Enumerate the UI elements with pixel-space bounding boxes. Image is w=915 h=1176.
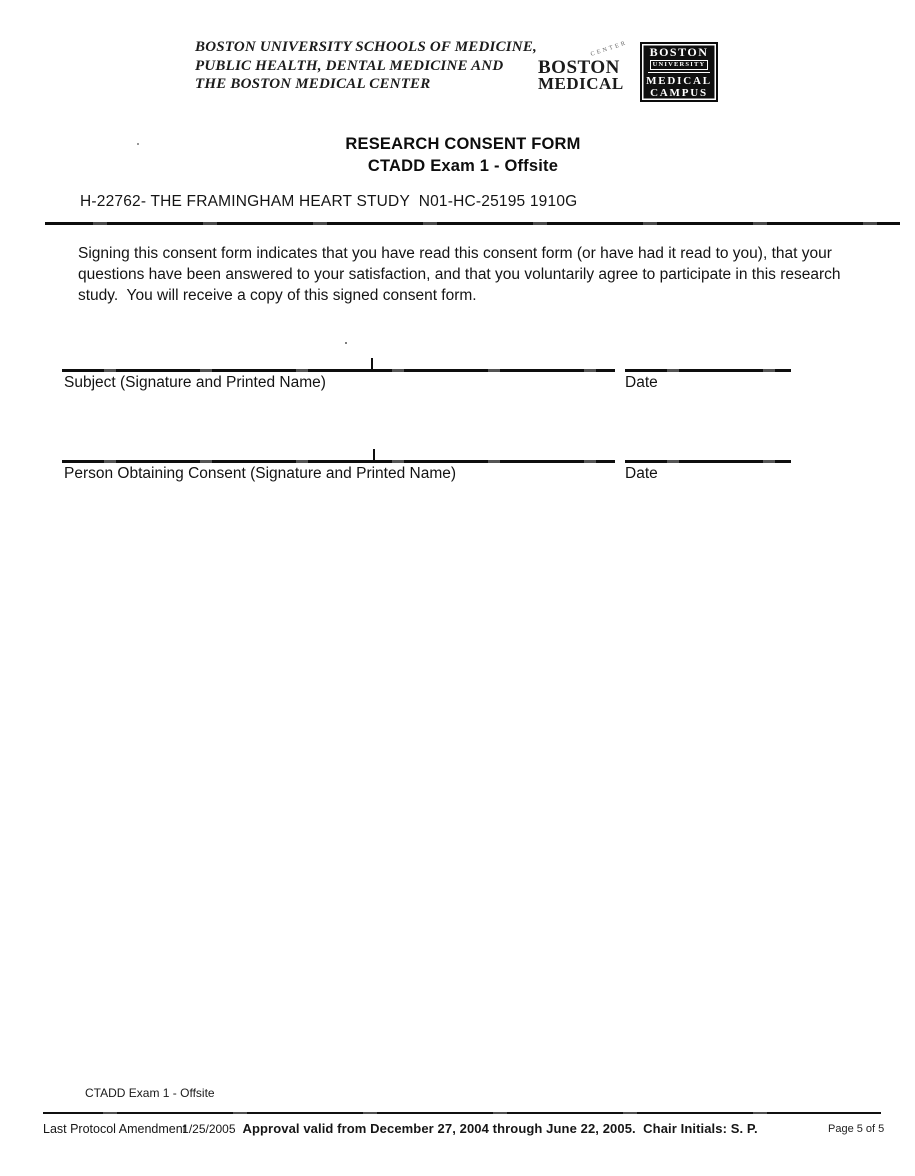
form-subtitle: CTADD Exam 1 - Offsite	[367, 157, 559, 175]
boston-medical-logo-line2: MEDICAL	[538, 74, 624, 93]
footer-divider-rule	[43, 1112, 881, 1114]
subject-date-line	[625, 369, 791, 372]
footer-amendment-label: Last Protocol Amendment	[43, 1122, 187, 1136]
bumc-logo-divider	[648, 72, 710, 73]
subject-date-label: Date	[625, 374, 658, 391]
bumc-logo-line2: UNIVERSITY	[650, 60, 709, 70]
scan-speck	[345, 342, 347, 344]
study-identifier-line: H-22762- THE FRAMINGHAM HEART STUDY N01-HC-25195 1910G	[80, 193, 578, 210]
consenter-signature-label: Person Obtaining Consent (Signature and Printed Name)	[64, 465, 457, 482]
consenter-date-label: Date	[625, 465, 658, 482]
boston-medical-logo-line1: BOSTON	[538, 57, 620, 78]
form-title-block	[110, 133, 816, 177]
letterhead-org-name	[195, 38, 575, 94]
form-title: RESEARCH CONSENT FORM	[345, 135, 581, 153]
bumc-logo-line4: CAMPUS	[650, 87, 708, 99]
subject-signature-label: Subject (Signature and Printed Name)	[64, 374, 326, 391]
footer-amendment-date: 1/25/2005	[182, 1122, 236, 1136]
consenter-signature-line-tick	[373, 449, 375, 460]
bumc-logo-line3: MEDICAL	[646, 75, 712, 87]
letterhead-line-3: THE BOSTON MEDICAL CENTER	[195, 76, 431, 92]
consenter-signature-line	[62, 460, 615, 463]
footer-protocol-line	[43, 1121, 823, 1136]
letterhead-line-2: PUBLIC HEALTH, DENTAL MEDICINE AND	[195, 57, 504, 74]
bumc-logo-line1: BOSTON	[649, 45, 709, 59]
footer-form-name: CTADD Exam 1 - Offsite	[85, 1086, 215, 1100]
letterhead-line-1: BOSTON UNIVERSITY SCHOOLS OF MEDICINE,	[195, 39, 537, 55]
consent-statement-paragraph: Signing this consent form indicates that you have read this consent form (or have had it read to you), that your questions have been answered to your satisfaction, and that you voluntarily agree to participate in this research study. You will receive a copy of this signed consent form.	[78, 245, 845, 304]
bu-medical-campus-logo	[640, 42, 718, 102]
subject-signature-line-tick	[371, 358, 373, 369]
footer-approval-text: Approval valid from December 27, 2004 through June 22, 2005. Chair Initials: S. P.	[242, 1121, 758, 1136]
consenter-date-line	[625, 460, 791, 463]
page-number: Page 5 of 5	[828, 1123, 885, 1135]
subject-signature-line	[62, 369, 615, 372]
boston-medical-logo	[538, 57, 638, 93]
header-divider-rule	[45, 222, 900, 225]
boston-medical-logo-arc-text: CENTER	[590, 40, 629, 58]
